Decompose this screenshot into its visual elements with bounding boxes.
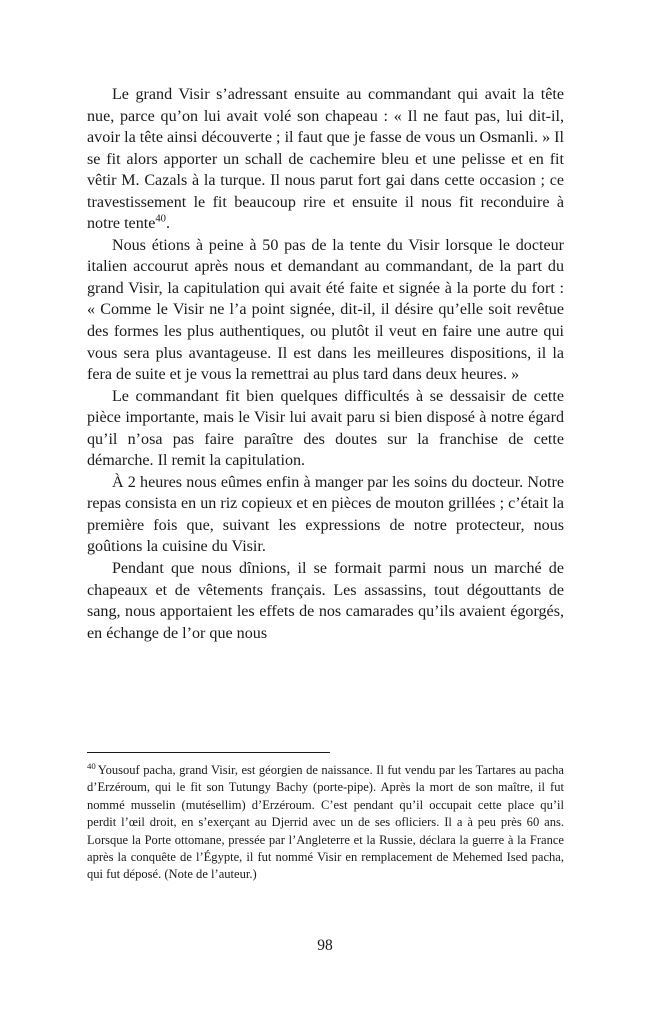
footnote-separator-rule (87, 752, 330, 753)
paragraph-4: À 2 heures nous eûmes enfin à manger par les soins du docteur. Notre repas consista en un riz copieux et en pièces de mouton grillées ; c’était la première fois que, suivant les expressions de notre protecteur, nous goûtions la cuisine du Visir. (87, 473, 564, 556)
page-number: 98 (317, 937, 333, 954)
body-text-block (87, 84, 564, 644)
footnote-block (87, 752, 564, 884)
footnote-text: Yousouf pacha, grand Visir, est géorgien de naissance. Il fut vendu par les Tartares au pacha d’Erzéroum, qui le fit son Tutungy Bachy (porte-pipe). Après la mort de son maître, il fut nommé musselin (mutésellim) d’Erzéroum. C’est pendant qu’il occupait cette place qu’il perdit l’œil droit, en s’exerçant au Djerrid avec un de ses ofliciers. Il a à peu près 60 ans. Lorsque la Porte ottomane, pressée par l’Angleterre et la Russie, déclara la guerre à la France après la conquête de l’Égypte, il fut nommé Visir en remplacement de Mehemed Ised pacha, qui fut déposé. (Note de l’auteur.) (87, 763, 564, 882)
paragraph-1-text: Le grand Visir s’adressant ensuite au commandant qui avait la tête nue, parce qu’on lui avait volé son chapeau : « Il ne faut pas, lui dit-il, avoir la tête ainsi découverte ; il faut que je fasse de vous un Osmanli. » Il se fit alors apporter un schall de cachemire bleu et une pelisse et en fit vêtir M. Cazals à la turque. Il nous parut fort gai dans cette occasion ; ce travestissement le fit beaucoup rire et ensuite il nous fit reconduire à notre tente (87, 86, 564, 233)
footnote-number: 40 (87, 760, 96, 771)
paragraph-1-period: . (165, 215, 171, 233)
paragraph-1 (87, 84, 564, 235)
paragraph-2: Nous étions à peine à 50 pas de la tente du Visir lorsque le docteur italien accourut après nous et demandant au commandant, de la part du grand Visir, la capitulation qui avait été faite et signée à la porte du fort : « Comme le Visir ne l’a point signée, dit-il, il désire qu’elle soit revêtue des formes les plus authentiques, ou plutôt il veut en faire une autre qui vous sera plus avantageuse. Il est dans les meilleures dispositions, il la fera de suite et je vous la remettrai au plus tard dans deux heures. » (87, 236, 564, 384)
paragraph-5: Pendant que nous dînions, il se formait parmi nous un marché de chapeaux et de vêtements français. Les assassins, tout dégouttants de sang, nous apportaient les effets de nos camarades qu’ils avaient égorgés, en échange de l’or que nous (87, 560, 564, 642)
footnote-reference-marker[interactable]: 40 (155, 213, 166, 225)
footnote-entry (87, 762, 564, 884)
paragraph-3: Le commandant fit bien quelques difficultés à se dessaisir de cette pièce importante, mais le Visir lui avait paru si bien disposé à notre égard qu’il n’osa pas faire paraître des doutes sur la franchise de cette démarche. Il remit la capitulation. (87, 387, 564, 470)
